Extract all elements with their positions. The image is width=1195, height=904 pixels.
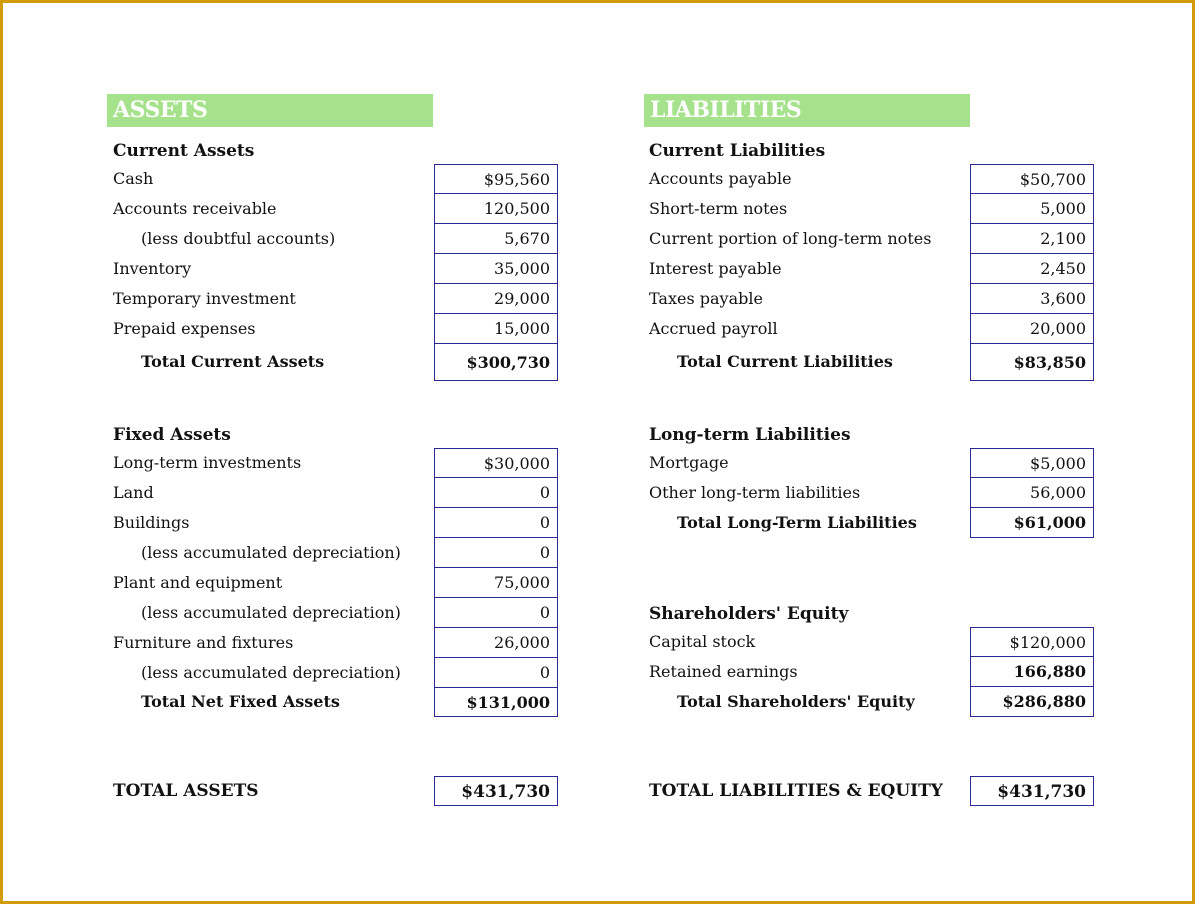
shareholders-equity-title: Shareholders' Equity [649,604,849,624]
longterm-liability-row [649,478,1104,508]
row-label: Retained earnings [649,662,798,681]
equity-row [649,657,1104,687]
grand-total-label: TOTAL ASSETS [113,781,259,801]
current-liability-row [649,314,1104,344]
row-label: (less accumulated depreciation) [141,543,401,562]
value-cell[interactable]: 5,000 [970,194,1094,224]
longterm-liabilities-title: Long-term Liabilities [649,425,851,445]
value-cell[interactable]: 29,000 [434,284,558,314]
total-fixed-assets-row [113,687,568,717]
value-cell[interactable]: 166,880 [970,657,1094,687]
row-label: Inventory [113,259,192,278]
total-equity-row [649,687,1104,717]
row-label: Prepaid expenses [113,319,256,338]
row-label: Other long-term liabilities [649,483,861,502]
total-value-cell[interactable]: $300,730 [434,343,558,381]
current-asset-row [113,224,568,254]
total-label: Total Shareholders' Equity [677,692,915,711]
row-label: Buildings [113,513,190,532]
value-cell[interactable]: 5,670 [434,224,558,254]
total-liabilities-equity-row [649,776,1104,806]
current-assets-title: Current Assets [113,141,255,161]
value-cell[interactable]: 0 [434,538,558,568]
value-cell[interactable]: 75,000 [434,568,558,598]
row-label: Mortgage [649,453,729,472]
current-liability-row [649,284,1104,314]
row-label: Long-term investments [113,453,302,472]
row-label: Taxes payable [649,289,763,308]
value-cell[interactable]: 56,000 [970,478,1094,508]
row-label: Temporary investment [113,289,296,308]
longterm-liability-row [649,448,1104,478]
fixed-asset-row [113,448,568,478]
grand-total-value-cell[interactable]: $431,730 [434,776,558,806]
current-asset-row [113,314,568,344]
assets-banner: ASSETS [107,94,433,127]
value-cell[interactable]: 120,500 [434,194,558,224]
liabilities-banner: LIABILITIES [644,94,970,127]
current-asset-row [113,254,568,284]
total-current-liabilities-row [649,343,1104,381]
value-cell[interactable]: $50,700 [970,164,1094,194]
fixed-asset-row [113,508,568,538]
row-label: Accounts payable [649,169,792,188]
value-cell[interactable]: $120,000 [970,627,1094,657]
value-cell[interactable]: 0 [434,658,558,688]
value-cell[interactable]: $5,000 [970,448,1094,478]
total-label: Total Current Liabilities [677,352,893,371]
row-label: Interest payable [649,259,782,278]
value-cell[interactable]: 2,450 [970,254,1094,284]
value-cell[interactable]: 0 [434,598,558,628]
value-cell[interactable]: $95,560 [434,164,558,194]
value-cell[interactable]: 2,100 [970,224,1094,254]
total-label: Total Net Fixed Assets [141,692,340,711]
row-label: Short-term notes [649,199,788,218]
row-label: Furniture and fixtures [113,633,294,652]
total-label: Total Current Assets [141,352,325,371]
value-cell[interactable]: $30,000 [434,448,558,478]
current-liability-row [649,194,1104,224]
value-cell[interactable]: 35,000 [434,254,558,284]
row-label: Accrued payroll [649,319,778,338]
total-assets-row [113,776,568,806]
current-asset-row [113,194,568,224]
current-liability-row [649,164,1104,194]
fixed-asset-row [113,568,568,598]
fixed-assets-title: Fixed Assets [113,425,231,445]
value-cell[interactable]: 20,000 [970,314,1094,344]
total-current-assets-row [113,343,568,381]
total-value-cell[interactable]: $286,880 [970,687,1094,717]
total-value-cell[interactable]: $83,850 [970,343,1094,381]
fixed-asset-row [113,628,568,658]
row-label: (less accumulated depreciation) [141,663,401,682]
total-label: Total Long-Term Liabilities [677,513,917,532]
row-label: Capital stock [649,632,756,651]
value-cell[interactable]: 0 [434,478,558,508]
value-cell[interactable]: 3,600 [970,284,1094,314]
fixed-asset-row [113,598,568,628]
row-label: (less accumulated depreciation) [141,603,401,622]
equity-row [649,627,1104,657]
row-label: (less doubtful accounts) [141,229,336,248]
current-liability-row [649,254,1104,284]
total-value-cell[interactable]: $131,000 [434,687,558,717]
fixed-asset-row [113,658,568,688]
grand-total-label: TOTAL LIABILITIES & EQUITY [649,781,943,801]
total-longterm-liabilities-row [649,508,1104,538]
current-asset-row [113,284,568,314]
row-label: Current portion of long-term notes [649,229,932,248]
fixed-asset-row [113,538,568,568]
grand-total-value-cell[interactable]: $431,730 [970,776,1094,806]
row-label: Plant and equipment [113,573,283,592]
fixed-asset-row [113,478,568,508]
row-label: Accounts receivable [113,199,277,218]
current-liability-row [649,224,1104,254]
value-cell[interactable]: 0 [434,508,558,538]
row-label: Land [113,483,154,502]
value-cell[interactable]: 26,000 [434,628,558,658]
row-label: Cash [113,169,154,188]
total-value-cell[interactable]: $61,000 [970,508,1094,538]
current-asset-row [113,164,568,194]
current-liabilities-title: Current Liabilities [649,141,826,161]
value-cell[interactable]: 15,000 [434,314,558,344]
